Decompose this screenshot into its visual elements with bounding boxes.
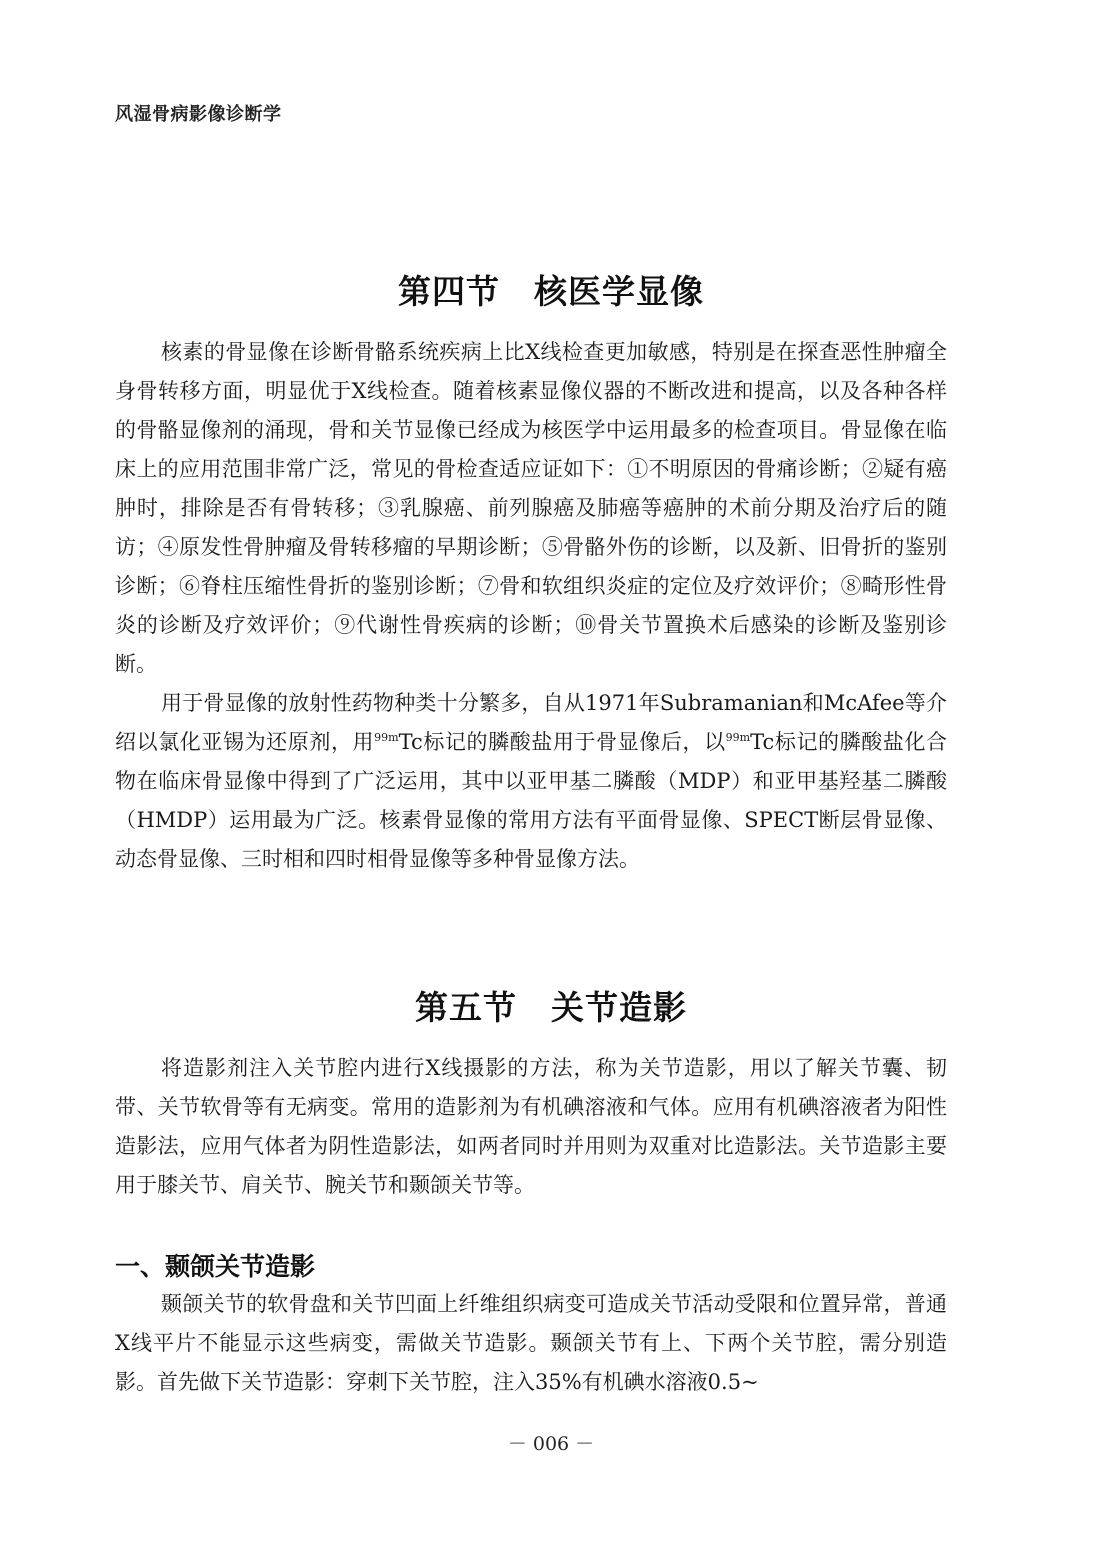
paragraph-text: Tc标记的膦酸盐用于骨显像后，以: [398, 730, 726, 754]
subsection-heading: 一、颞颌关节造影: [115, 1251, 316, 1281]
section-4-heading: 核医学显像: [534, 272, 704, 312]
isotope-superscript: 99m: [374, 731, 399, 744]
section-5-heading: 关节造影: [551, 988, 687, 1028]
section-4-paragraph-2: [115, 684, 947, 879]
section-5-paragraph-2: 颞颌关节的软骨盘和关节凹面上纤维组织病变可造成关节活动受限和位置异常，普通X线平片不能显示这些病变，需做关节造影。颞颌关节有上、下两个关节腔，需分别造影。首先做下关节造影：穿刺下关节腔，注入35%有机碘水溶液0.5~: [115, 1292, 947, 1394]
isotope-superscript: 99m: [725, 731, 751, 744]
section-5-paragraph-1: 将造影剂注入关节腔内进行X线摄影的方法，称为关节造影，用以了解关节囊、韧带、关节软骨等有无病变。常用的造影剂为有机碘溶液和气体。应用有机碘溶液者为阳性造影法，应用气体者为阴性造影法，如两者同时并用则为双重对比造影法。关节造影主要用于膝关节、肩关节、腕关节和颞颌关节等。: [115, 1056, 947, 1197]
paragraph-text: 用于骨显像的放射性药物种类十分繁多，自从1971年Subramanian和McAfee等介绍以氯化亚锡为还原剂，用: [115, 691, 947, 754]
section-5-number: 第五节: [415, 988, 517, 1028]
section-5-title: [0, 982, 1102, 1029]
section-4-number: 第四节: [398, 272, 500, 312]
section-4-title: [0, 266, 1102, 313]
running-header: 风湿骨病影像诊断学: [115, 104, 282, 125]
paragraph-text: Tc标记的膦酸盐化合物在临床骨显像中得到了广泛运用，其中以亚甲基二膦酸（MDP）和亚甲基羟基二膦酸（HMDP）运用最为广泛。核素骨显像的常用方法有平面骨显像、SPECT断层骨显像、动态骨显像、三时相和四时相骨显像等多种骨显像方法。: [115, 730, 948, 871]
section-4-paragraph-1: 核素的骨显像在诊断骨骼系统疾病上比X线检查更加敏感，特别是在探查恶性肿瘤全身骨转移方面，明显优于X线检查。随着核素显像仪器的不断改进和提高，以及各种各样的骨骼显像剂的涌现，骨和关节显像已经成为核医学中运用最多的检查项目。骨显像在临床上的应用范围非常广泛，常见的骨检查适应证如下：①不明原因的骨痛诊断；②疑有癌肿时，排除是否有骨转移；③乳腺癌、前列腺癌及肺癌等癌肿的术前分期及治疗后的随访；④原发性骨肿瘤及骨转移瘤的早期诊断；⑤骨骼外伤的诊断，以及新、旧骨折的鉴别诊断；⑥脊柱压缩性骨折的鉴别诊断；⑦骨和软组织炎症的定位及疗效评价；⑧畸形性骨炎的诊断及疗效评价；⑨代谢性骨疾病的诊断；⑩骨关节置换术后感染的诊断及鉴别诊断。: [115, 340, 947, 676]
page-number: － 006 －: [507, 1433, 595, 1455]
